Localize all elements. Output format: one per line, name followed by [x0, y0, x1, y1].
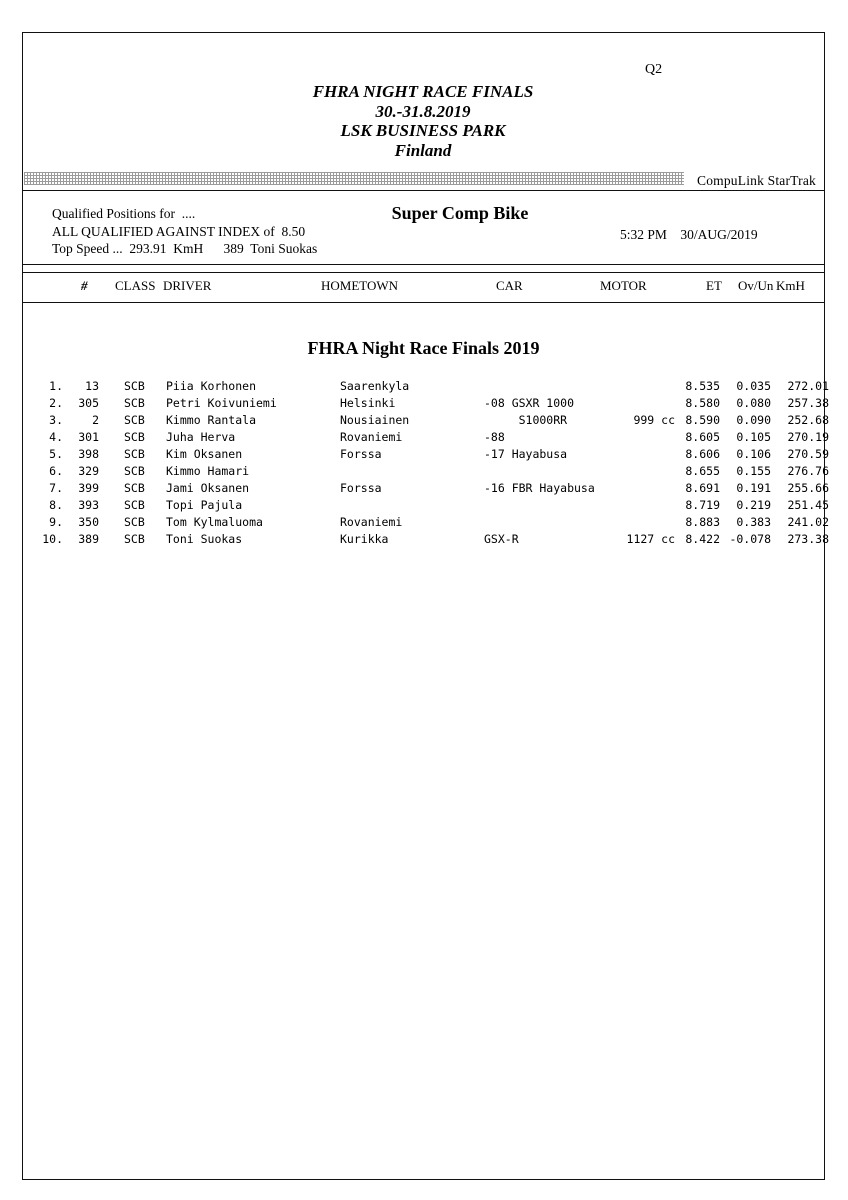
dotted-separator	[24, 172, 684, 185]
event-title	[23, 82, 823, 160]
cell-motor: 1127 cc	[626, 532, 675, 546]
sheet-code: Q2	[645, 62, 663, 77]
cell-number: 399	[78, 481, 99, 495]
cell-hometown: Nousiainen	[340, 413, 410, 427]
cell-kmh: 273.38	[787, 532, 829, 546]
cell-hometown: Helsinki	[340, 396, 396, 410]
table-row	[23, 531, 829, 548]
cell-car: -08 GSXR 1000	[484, 396, 575, 410]
cell-car: S1000RR	[484, 413, 568, 427]
qualified-line-2: ALL QUALIFIED AGAINST INDEX of 8.50	[52, 223, 306, 239]
table-row	[23, 497, 829, 514]
cell-et: 8.590	[685, 413, 720, 427]
cell-number: 301	[78, 430, 99, 444]
table-row	[23, 480, 829, 497]
column-header-class: CLASS	[115, 278, 156, 293]
cell-et: 8.535	[685, 379, 720, 393]
divider-top	[23, 190, 824, 191]
cell-position: 7.	[49, 481, 63, 495]
cell-et: 8.883	[685, 515, 720, 529]
cell-et: 8.580	[685, 396, 720, 410]
cell-hometown: Forssa	[340, 481, 382, 495]
cell-driver: Kimmo Rantala	[166, 413, 257, 427]
cell-kmh: 270.59	[787, 447, 829, 461]
table-row	[23, 412, 829, 429]
cell-ovun: 0.106	[736, 447, 771, 461]
cell-class: SCB	[124, 464, 145, 478]
cell-kmh: 251.45	[787, 498, 829, 512]
cell-class: SCB	[124, 430, 145, 444]
table-row	[23, 395, 829, 412]
cell-ovun: 0.383	[736, 515, 771, 529]
cell-et: 8.606	[685, 447, 720, 461]
cell-ovun: 0.080	[736, 396, 771, 410]
cell-class: SCB	[124, 447, 145, 461]
column-header-car: CAR	[496, 278, 523, 293]
cell-kmh: 252.68	[787, 413, 829, 427]
cell-driver: Kimmo Hamari	[166, 464, 250, 478]
cell-driver: Topi Pajula	[166, 498, 243, 512]
cell-kmh: 257.38	[787, 396, 829, 410]
cell-et: 8.719	[685, 498, 720, 512]
table-row	[23, 446, 829, 463]
cell-number: 2	[92, 413, 99, 427]
qualified-info	[52, 205, 317, 258]
cell-number: 389	[78, 532, 99, 546]
cell-class: SCB	[124, 413, 145, 427]
cell-ovun: -0.078	[729, 532, 771, 546]
qualified-line-3: Top Speed ... 293.91 KmH 389 Toni Suokas	[52, 241, 318, 256]
table-row	[23, 463, 829, 480]
cell-hometown: Rovaniemi	[340, 430, 403, 444]
table-row	[23, 514, 829, 531]
column-header-hometown: HOMETOWN	[321, 278, 399, 293]
cell-number: 329	[78, 464, 99, 478]
cell-position: 2.	[49, 396, 63, 410]
cell-class: SCB	[124, 498, 145, 512]
divider-header-bottom	[23, 302, 824, 303]
event-title-line-3: LSK BUSINESS PARK	[340, 121, 506, 140]
cell-hometown: Kurikka	[340, 532, 389, 546]
event-title-line-1: FHRA NIGHT RACE FINALS	[312, 82, 534, 101]
column-header-driver: DRIVER	[163, 278, 212, 293]
cell-hometown: Saarenkyla	[340, 379, 410, 393]
cell-class: SCB	[124, 396, 145, 410]
cell-position: 6.	[49, 464, 63, 478]
column-header-number: #	[81, 278, 88, 293]
cell-driver: Piia Korhonen	[166, 379, 257, 393]
cell-number: 398	[78, 447, 99, 461]
divider-header-top	[23, 264, 824, 265]
event-title-line-2: 30.-31.8.2019	[375, 101, 471, 121]
cell-class: SCB	[124, 515, 145, 529]
column-header-motor: MOTOR	[600, 278, 647, 293]
cell-ovun: 0.155	[736, 464, 771, 478]
cell-ovun: 0.090	[736, 413, 771, 427]
timing-brand: CompuLink StarTrak	[697, 173, 816, 188]
cell-class: SCB	[124, 532, 145, 546]
run-title: FHRA Night Race Finals 2019	[307, 338, 540, 358]
cell-driver: Juha Herva	[166, 430, 236, 444]
column-header-et: ET	[706, 278, 722, 293]
event-title-line-4: Finland	[394, 140, 452, 160]
cell-motor: 999 cc	[633, 413, 675, 427]
cell-car: GSX-R	[484, 532, 519, 546]
cell-position: 5.	[49, 447, 63, 461]
cell-position: 3.	[49, 413, 63, 427]
column-headers	[23, 278, 824, 298]
cell-et: 8.605	[685, 430, 720, 444]
cell-driver: Tom Kylmaluoma	[166, 515, 263, 529]
cell-kmh: 270.19	[787, 430, 829, 444]
cell-et: 8.691	[685, 481, 720, 495]
cell-kmh: 272.01	[787, 379, 829, 393]
cell-number: 350	[78, 515, 99, 529]
cell-kmh: 255.66	[787, 481, 829, 495]
table-row	[23, 429, 829, 446]
cell-position: 1.	[49, 379, 63, 393]
timestamp: 5:32 PM 30/AUG/2019	[620, 227, 758, 242]
column-header-ovun: Ov/Un	[738, 278, 774, 293]
table-row	[23, 378, 829, 395]
cell-position: 9.	[49, 515, 63, 529]
cell-ovun: 0.219	[736, 498, 771, 512]
cell-kmh: 276.76	[787, 464, 829, 478]
cell-number: 305	[78, 396, 99, 410]
cell-driver: Kim Oksanen	[166, 447, 243, 461]
cell-ovun: 0.105	[736, 430, 771, 444]
results-table	[23, 378, 829, 548]
qualified-line-1: Qualified Positions for ....	[52, 206, 196, 221]
cell-driver: Petri Koivuniemi	[166, 396, 277, 410]
cell-driver: Toni Suokas	[166, 532, 243, 546]
cell-et: 8.422	[685, 532, 720, 546]
cell-position: 4.	[49, 430, 63, 444]
cell-position: 8.	[49, 498, 63, 512]
cell-hometown: Forssa	[340, 447, 382, 461]
cell-position: 10.	[42, 532, 63, 546]
cell-number: 393	[78, 498, 99, 512]
class-title: Super Comp Bike	[391, 203, 529, 223]
cell-number: 13	[85, 379, 99, 393]
cell-kmh: 241.02	[787, 515, 829, 529]
cell-class: SCB	[124, 481, 145, 495]
divider-header-top-2	[23, 272, 824, 273]
cell-hometown: Rovaniemi	[340, 515, 403, 529]
column-header-kmh: KmH	[776, 278, 805, 293]
cell-class: SCB	[124, 379, 145, 393]
cell-car: -17 Hayabusa	[484, 447, 568, 461]
cell-car: -16 FBR Hayabusa	[484, 481, 595, 495]
cell-et: 8.655	[685, 464, 720, 478]
cell-car: -88	[484, 430, 505, 444]
cell-ovun: 0.191	[736, 481, 771, 495]
cell-ovun: 0.035	[736, 379, 771, 393]
cell-driver: Jami Oksanen	[166, 481, 250, 495]
